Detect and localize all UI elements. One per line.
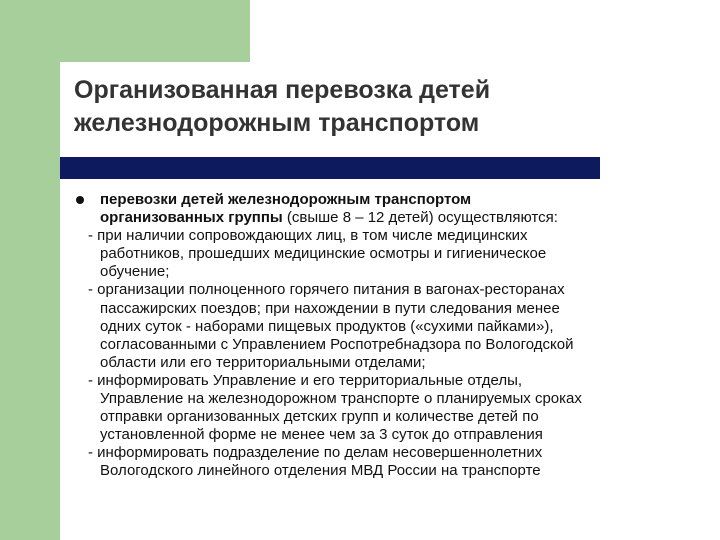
list-item-continuation: установленной форме не менее чем за 3 суток до отправления (100, 426, 543, 444)
bullet-intro-rest: (свыше 8 – 12 детей) осуществляются: (282, 209, 558, 227)
slide-body (76, 191, 716, 481)
slide-title (74, 74, 704, 140)
list-item-continuation: согласованными с Управлением Роспотребнадзора по Вологодской (100, 335, 574, 353)
list-item-continuation: области или его территориальными отделами; (100, 353, 426, 371)
list-item-continuation: одних суток - наборами пищевых продуктов («сухими пайками»), (100, 317, 554, 335)
list-item-continuation: пассажирских поездов; при нахождении в пути следования менее (100, 299, 560, 317)
bullet-intro-bold-part: организованных группы (100, 209, 283, 227)
title-line-1: Организованная перевозка детей (74, 76, 491, 104)
list-item-start: - организации полноценного горячего питания в вагонах-ресторанах (88, 281, 565, 299)
list-item-start: - при наличии сопровождающих лиц, в том числе медицинских (88, 227, 528, 245)
list-item-continuation: Вологодского линейного отделения МВД России на транспорте (100, 462, 541, 480)
list-item-continuation: работников, прошедших медицинские осмотры и гигиеническое (100, 245, 547, 263)
title-line-2: железнодорожным транспортом (74, 109, 480, 137)
bullet-dot-icon (76, 196, 84, 204)
bullet-intro-line-2 (76, 209, 716, 227)
title-underline-bar (60, 157, 600, 179)
decor-green-strip (0, 100, 60, 540)
list-item-continuation: отправки организованных детских групп и количестве детей по (100, 408, 539, 426)
list-item-start: - информировать подразделение по делам несовершеннолетних (88, 444, 543, 462)
bullet-intro-line: перевозки детей железнодорожным транспортом (100, 191, 472, 208)
list-item-continuation: обучение; (100, 263, 170, 281)
list-item-continuation: Управление на железнодорожном транспорте о планируемых сроках (100, 390, 582, 408)
list-item-start: - информировать Управление и его территориальные отделы, (88, 371, 523, 389)
